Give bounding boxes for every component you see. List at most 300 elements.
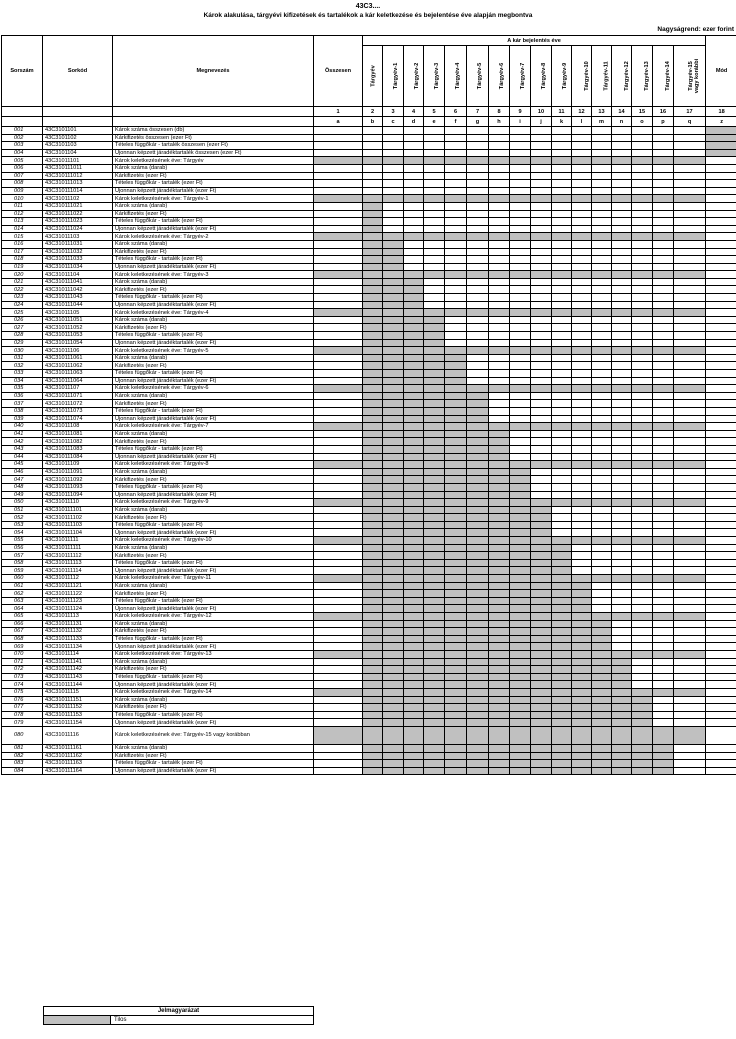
table-row bbox=[2, 377, 736, 385]
row-sorkod: 43C31011109 bbox=[43, 461, 113, 469]
value-cell bbox=[314, 301, 363, 309]
value-cell bbox=[314, 225, 363, 233]
value-cell bbox=[445, 240, 467, 248]
table-row bbox=[2, 324, 736, 332]
value-cell bbox=[592, 752, 612, 760]
value-cell bbox=[552, 719, 572, 727]
value-cell bbox=[445, 483, 467, 491]
value-cell bbox=[363, 461, 383, 469]
row-sorkod: 43C31011103 bbox=[43, 233, 113, 241]
value-cell bbox=[612, 529, 632, 537]
value-cell bbox=[314, 278, 363, 286]
value-cell bbox=[674, 613, 706, 621]
col-header-osszesen: Összesen bbox=[314, 36, 363, 107]
value-cell bbox=[612, 514, 632, 522]
value-cell bbox=[674, 506, 706, 514]
table-row bbox=[2, 195, 736, 203]
row-sorszam: 062 bbox=[2, 590, 43, 598]
mod-cell bbox=[706, 392, 736, 400]
value-cell bbox=[314, 491, 363, 499]
value-cell bbox=[404, 324, 424, 332]
value-cell bbox=[383, 605, 404, 613]
value-cell bbox=[674, 552, 706, 560]
value-cell bbox=[445, 278, 467, 286]
value-cell bbox=[489, 537, 510, 545]
value-cell bbox=[510, 506, 531, 514]
value-cell bbox=[467, 294, 489, 302]
row-sorkod: 43C310111053 bbox=[43, 332, 113, 340]
row-sorszam: 077 bbox=[2, 704, 43, 712]
value-cell bbox=[467, 688, 489, 696]
value-cell bbox=[572, 218, 592, 226]
value-cell bbox=[510, 127, 531, 135]
row-sorkod: 43C310111093 bbox=[43, 483, 113, 491]
value-cell bbox=[445, 681, 467, 689]
row-sorkod: 43C310111104 bbox=[43, 529, 113, 537]
value-cell bbox=[552, 483, 572, 491]
value-cell bbox=[510, 590, 531, 598]
value-cell bbox=[489, 240, 510, 248]
value-cell bbox=[552, 597, 572, 605]
value-cell bbox=[592, 605, 612, 613]
table-row bbox=[2, 559, 736, 567]
value-cell bbox=[314, 468, 363, 476]
value-cell bbox=[510, 635, 531, 643]
value-cell bbox=[424, 210, 445, 218]
row-sorszam: 071 bbox=[2, 658, 43, 666]
value-cell bbox=[632, 127, 653, 135]
row-megnevezes: Károk keletkezésének éve: Tárgyév-15 vagy korábban bbox=[113, 726, 314, 744]
value-cell bbox=[424, 286, 445, 294]
value-cell bbox=[383, 559, 404, 567]
value-cell bbox=[674, 468, 706, 476]
value-cell bbox=[632, 711, 653, 719]
row-sorszam: 010 bbox=[2, 195, 43, 203]
table-row bbox=[2, 760, 736, 768]
value-cell bbox=[383, 461, 404, 469]
value-cell bbox=[424, 506, 445, 514]
value-cell bbox=[424, 760, 445, 768]
value-cell bbox=[572, 294, 592, 302]
row-sorkod: 43C310111071 bbox=[43, 392, 113, 400]
value-cell bbox=[445, 688, 467, 696]
value-cell bbox=[653, 483, 674, 491]
table-row bbox=[2, 332, 736, 340]
value-cell bbox=[572, 628, 592, 636]
value-cell bbox=[445, 476, 467, 484]
value-cell bbox=[424, 643, 445, 651]
value-cell bbox=[674, 164, 706, 172]
value-cell bbox=[612, 400, 632, 408]
value-cell bbox=[424, 491, 445, 499]
value-cell bbox=[383, 187, 404, 195]
value-cell bbox=[363, 521, 383, 529]
value-cell bbox=[363, 575, 383, 583]
value-cell bbox=[592, 240, 612, 248]
value-cell bbox=[612, 760, 632, 768]
value-cell bbox=[592, 248, 612, 256]
value-cell bbox=[612, 552, 632, 560]
value-cell bbox=[404, 210, 424, 218]
value-cell bbox=[674, 407, 706, 415]
value-cell bbox=[510, 711, 531, 719]
value-cell bbox=[404, 483, 424, 491]
value-cell bbox=[612, 744, 632, 752]
value-cell bbox=[552, 347, 572, 355]
value-cell bbox=[592, 225, 612, 233]
value-cell bbox=[653, 673, 674, 681]
value-cell bbox=[653, 575, 674, 583]
value-cell bbox=[653, 445, 674, 453]
value-cell bbox=[531, 658, 552, 666]
value-cell bbox=[383, 752, 404, 760]
row-sorkod: 43C31011113 bbox=[43, 613, 113, 621]
value-cell bbox=[531, 767, 552, 775]
value-cell bbox=[445, 309, 467, 317]
value-cell bbox=[531, 597, 552, 605]
value-cell bbox=[552, 744, 572, 752]
value-cell bbox=[510, 377, 531, 385]
value-cell bbox=[314, 767, 363, 775]
col-letter: b bbox=[363, 117, 383, 127]
value-cell bbox=[404, 620, 424, 628]
value-cell bbox=[632, 248, 653, 256]
row-sorkod: 43C310111013 bbox=[43, 180, 113, 188]
value-cell bbox=[632, 635, 653, 643]
value-cell bbox=[363, 499, 383, 507]
value-cell bbox=[632, 233, 653, 241]
mod-cell bbox=[706, 164, 736, 172]
value-cell bbox=[383, 552, 404, 560]
table-row bbox=[2, 575, 736, 583]
value-cell bbox=[510, 582, 531, 590]
value-cell bbox=[404, 688, 424, 696]
table-row bbox=[2, 567, 736, 575]
value-cell bbox=[592, 278, 612, 286]
value-cell bbox=[467, 415, 489, 423]
mod-cell bbox=[706, 134, 736, 142]
value-cell bbox=[445, 544, 467, 552]
value-cell bbox=[612, 506, 632, 514]
value-cell bbox=[404, 476, 424, 484]
value-cell bbox=[424, 476, 445, 484]
value-cell bbox=[467, 392, 489, 400]
value-cell bbox=[363, 613, 383, 621]
row-sorszam: 009 bbox=[2, 187, 43, 195]
row-sorkod: 43C310111143 bbox=[43, 673, 113, 681]
value-cell bbox=[632, 263, 653, 271]
value-cell bbox=[612, 423, 632, 431]
value-cell bbox=[467, 744, 489, 752]
value-cell bbox=[531, 688, 552, 696]
value-cell bbox=[510, 673, 531, 681]
value-cell bbox=[572, 210, 592, 218]
value-cell bbox=[612, 187, 632, 195]
row-megnevezes: Károk száma (darab) bbox=[113, 468, 314, 476]
row-megnevezes: Tételes függőkár - tartalék (ezer Ft) bbox=[113, 445, 314, 453]
value-cell bbox=[592, 256, 612, 264]
value-cell bbox=[424, 628, 445, 636]
value-cell bbox=[531, 187, 552, 195]
mod-cell bbox=[706, 354, 736, 362]
value-cell bbox=[467, 582, 489, 590]
value-cell bbox=[404, 704, 424, 712]
value-cell bbox=[572, 483, 592, 491]
value-cell bbox=[445, 423, 467, 431]
value-cell bbox=[467, 256, 489, 264]
mod-cell bbox=[706, 688, 736, 696]
value-cell bbox=[552, 506, 572, 514]
row-megnevezes: Károk száma (darab) bbox=[113, 278, 314, 286]
value-cell bbox=[653, 476, 674, 484]
table-row bbox=[2, 400, 736, 408]
value-cell bbox=[510, 172, 531, 180]
value-cell bbox=[314, 210, 363, 218]
value-cell bbox=[674, 719, 706, 727]
mod-cell bbox=[706, 149, 736, 157]
value-cell bbox=[445, 704, 467, 712]
row-sorszam: 037 bbox=[2, 400, 43, 408]
value-cell bbox=[314, 127, 363, 135]
row-sorkod: 43C310111134 bbox=[43, 643, 113, 651]
row-sorkod: 43C310111083 bbox=[43, 445, 113, 453]
value-cell bbox=[632, 752, 653, 760]
col-letter: d bbox=[404, 117, 424, 127]
value-cell bbox=[592, 521, 612, 529]
value-cell bbox=[404, 400, 424, 408]
mod-cell bbox=[706, 681, 736, 689]
value-cell bbox=[674, 521, 706, 529]
value-cell bbox=[363, 202, 383, 210]
table-row bbox=[2, 767, 736, 775]
value-cell bbox=[632, 628, 653, 636]
value-cell bbox=[653, 415, 674, 423]
value-cell bbox=[612, 202, 632, 210]
row-sorszam: 026 bbox=[2, 316, 43, 324]
value-cell bbox=[592, 719, 612, 727]
row-megnevezes: Károk keletkezésének éve: Tárgyév-5 bbox=[113, 347, 314, 355]
mod-cell bbox=[706, 225, 736, 233]
col-number: 18 bbox=[706, 107, 736, 117]
row-megnevezes: Károk keletkezésének éve: Tárgyév-1 bbox=[113, 195, 314, 203]
value-cell bbox=[404, 567, 424, 575]
value-cell bbox=[552, 248, 572, 256]
value-cell bbox=[510, 529, 531, 537]
mod-cell bbox=[706, 286, 736, 294]
row-sorkod: 43C310111141 bbox=[43, 658, 113, 666]
value-cell bbox=[552, 256, 572, 264]
table-row bbox=[2, 552, 736, 560]
col-number: 1 bbox=[314, 107, 363, 117]
value-cell bbox=[467, 324, 489, 332]
value-cell bbox=[572, 575, 592, 583]
value-cell bbox=[383, 362, 404, 370]
value-cell bbox=[552, 202, 572, 210]
value-cell bbox=[404, 544, 424, 552]
row-megnevezes: Tételes függőkár - tartalék (ezer Ft) bbox=[113, 483, 314, 491]
value-cell bbox=[510, 605, 531, 613]
column-number-row bbox=[2, 107, 736, 117]
value-cell bbox=[674, 499, 706, 507]
row-sorkod: 43C310111061 bbox=[43, 354, 113, 362]
row-megnevezes: Kárkifizetés (ezer Ft) bbox=[113, 752, 314, 760]
value-cell bbox=[552, 688, 572, 696]
row-sorkod: 43C310111133 bbox=[43, 635, 113, 643]
value-cell bbox=[489, 294, 510, 302]
year-header-label: Tárgyév-10 bbox=[583, 61, 590, 91]
value-cell bbox=[489, 643, 510, 651]
row-megnevezes: Károk keletkezésének éve: Tárgyév-4 bbox=[113, 309, 314, 317]
value-cell bbox=[632, 744, 653, 752]
value-cell bbox=[489, 726, 510, 744]
value-cell bbox=[592, 696, 612, 704]
row-sorkod: 43C31011102 bbox=[43, 195, 113, 203]
value-cell bbox=[531, 575, 552, 583]
value-cell bbox=[653, 544, 674, 552]
value-cell bbox=[592, 597, 612, 605]
value-cell bbox=[467, 195, 489, 203]
value-cell bbox=[424, 445, 445, 453]
value-cell bbox=[592, 559, 612, 567]
table-row bbox=[2, 286, 736, 294]
row-megnevezes: Károk keletkezésének éve: Tárgyév-12 bbox=[113, 613, 314, 621]
value-cell bbox=[445, 506, 467, 514]
value-cell bbox=[552, 704, 572, 712]
value-cell bbox=[632, 521, 653, 529]
value-cell bbox=[531, 537, 552, 545]
value-cell bbox=[572, 529, 592, 537]
table-row bbox=[2, 240, 736, 248]
mod-cell bbox=[706, 370, 736, 378]
value-cell bbox=[572, 172, 592, 180]
value-cell bbox=[510, 521, 531, 529]
value-cell bbox=[531, 499, 552, 507]
value-cell bbox=[467, 347, 489, 355]
row-sorszam: 063 bbox=[2, 597, 43, 605]
value-cell bbox=[531, 559, 552, 567]
row-megnevezes: Károk keletkezésének éve: Tárgyév-6 bbox=[113, 385, 314, 393]
value-cell bbox=[592, 180, 612, 188]
value-cell bbox=[424, 263, 445, 271]
row-megnevezes: Kárkifizetés (ezer Ft) bbox=[113, 248, 314, 256]
value-cell bbox=[363, 658, 383, 666]
value-cell bbox=[653, 248, 674, 256]
value-cell bbox=[632, 658, 653, 666]
value-cell bbox=[572, 650, 592, 658]
value-cell bbox=[445, 354, 467, 362]
value-cell bbox=[632, 590, 653, 598]
value-cell bbox=[404, 760, 424, 768]
value-cell bbox=[363, 354, 383, 362]
legend-swatch bbox=[44, 1016, 111, 1025]
row-megnevezes: Kárkifizetés (ezer Ft) bbox=[113, 286, 314, 294]
value-cell bbox=[612, 172, 632, 180]
value-cell bbox=[552, 339, 572, 347]
value-cell bbox=[674, 392, 706, 400]
value-cell bbox=[632, 483, 653, 491]
value-cell bbox=[674, 704, 706, 712]
value-cell bbox=[674, 233, 706, 241]
value-cell bbox=[489, 172, 510, 180]
value-cell bbox=[404, 157, 424, 165]
value-cell bbox=[552, 233, 572, 241]
row-sorkod: 43C310111051 bbox=[43, 316, 113, 324]
value-cell bbox=[445, 301, 467, 309]
value-cell bbox=[404, 256, 424, 264]
value-cell bbox=[467, 377, 489, 385]
table-row bbox=[2, 681, 736, 689]
value-cell bbox=[467, 445, 489, 453]
row-sorkod: 43C310111041 bbox=[43, 278, 113, 286]
value-cell bbox=[612, 567, 632, 575]
value-cell bbox=[572, 354, 592, 362]
mod-cell bbox=[706, 719, 736, 727]
value-cell bbox=[632, 514, 653, 522]
value-cell bbox=[404, 582, 424, 590]
value-cell bbox=[314, 575, 363, 583]
value-cell bbox=[531, 218, 552, 226]
value-cell bbox=[424, 127, 445, 135]
value-cell bbox=[489, 719, 510, 727]
value-cell bbox=[592, 688, 612, 696]
value-cell bbox=[489, 256, 510, 264]
value-cell bbox=[632, 187, 653, 195]
value-cell bbox=[363, 544, 383, 552]
mod-cell bbox=[706, 210, 736, 218]
value-cell bbox=[314, 521, 363, 529]
mod-cell bbox=[706, 438, 736, 446]
value-cell bbox=[467, 597, 489, 605]
table-row bbox=[2, 605, 736, 613]
value-cell bbox=[653, 127, 674, 135]
table-row bbox=[2, 544, 736, 552]
value-cell bbox=[612, 309, 632, 317]
col-number: 14 bbox=[612, 107, 632, 117]
value-cell bbox=[552, 263, 572, 271]
value-cell bbox=[653, 658, 674, 666]
value-cell bbox=[363, 760, 383, 768]
value-cell bbox=[653, 187, 674, 195]
value-cell bbox=[552, 544, 572, 552]
value-cell bbox=[383, 225, 404, 233]
table-row bbox=[2, 438, 736, 446]
value-cell bbox=[674, 240, 706, 248]
value-cell bbox=[383, 180, 404, 188]
value-cell bbox=[632, 582, 653, 590]
row-megnevezes: Újonnan képzett járadéktartalék (ezer Ft) bbox=[113, 681, 314, 689]
value-cell bbox=[510, 271, 531, 279]
table-row bbox=[2, 134, 736, 142]
row-sorszam: 044 bbox=[2, 453, 43, 461]
value-cell bbox=[489, 415, 510, 423]
value-cell bbox=[632, 650, 653, 658]
value-cell bbox=[592, 726, 612, 744]
value-cell bbox=[363, 673, 383, 681]
mod-cell bbox=[706, 316, 736, 324]
value-cell bbox=[314, 483, 363, 491]
row-sorszam: 039 bbox=[2, 415, 43, 423]
value-cell bbox=[404, 218, 424, 226]
row-sorkod: 43C310111114 bbox=[43, 567, 113, 575]
value-cell bbox=[314, 240, 363, 248]
value-cell bbox=[314, 544, 363, 552]
value-cell bbox=[424, 195, 445, 203]
value-cell bbox=[383, 202, 404, 210]
value-cell bbox=[424, 529, 445, 537]
value-cell bbox=[510, 681, 531, 689]
value-cell bbox=[632, 385, 653, 393]
value-cell bbox=[363, 240, 383, 248]
